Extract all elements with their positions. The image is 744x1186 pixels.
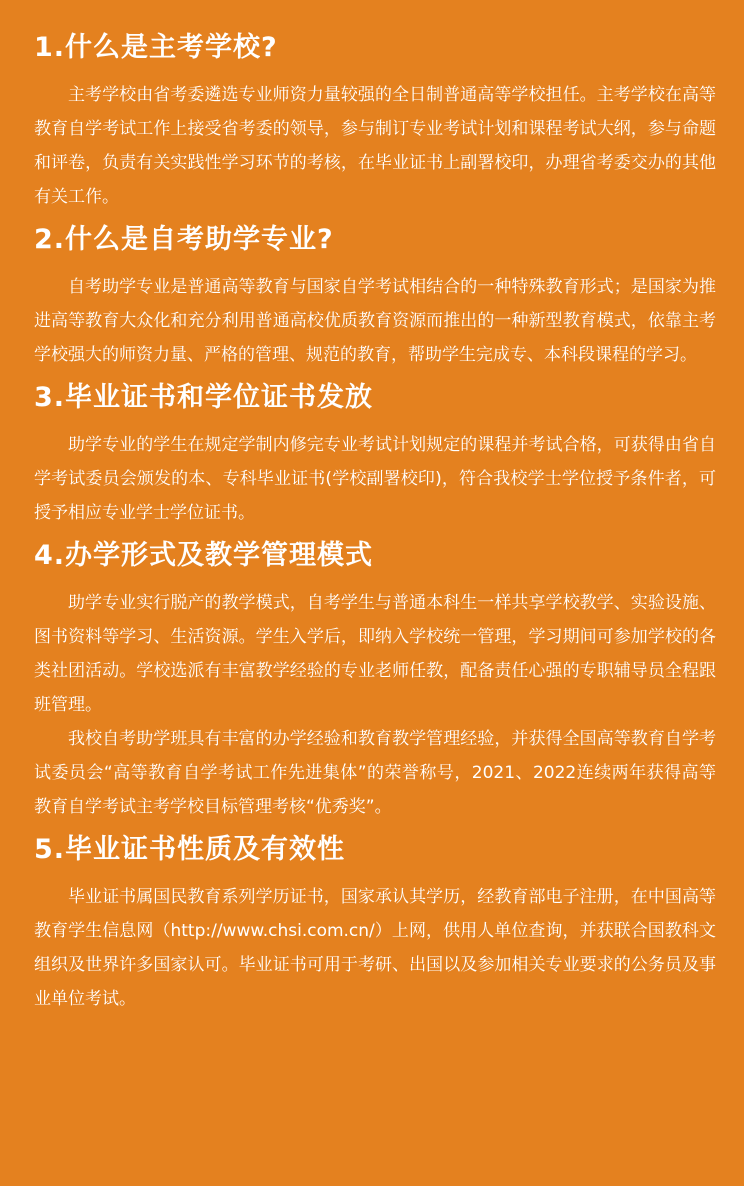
section-paragraph: 助学专业的学生在规定学制内修完专业考试计划规定的课程并考试合格，可获得由省自学考试委员会颁发的本、专科毕业证书(学校副署校印)，符合我校学士学位授予条件者，可授予相应专业学士学位证书。	[34, 435, 716, 523]
section-title: 2.什么是自考助学专业?	[34, 224, 334, 255]
section-1	[34, 28, 716, 214]
section-title: 1.什么是主考学校?	[34, 32, 278, 63]
section-paragraph: 主考学校由省考委遴选专业师资力量较强的全日制普通高等学校担任。主考学校在高等教育自学考试工作上接受省考委的领导，参与制订专业考试计划和课程考试大纲，参与命题和评卷，负责有关实践性学习环节的考核，在毕业证书上副署校印，办理省考委交办的其他有关工作。	[34, 85, 716, 207]
section-3	[34, 378, 716, 530]
section-paragraph: 自考助学专业是普通高等教育与国家自学考试相结合的一种特殊教育形式；是国家为推进高等教育大众化和充分利用普通高校优质教育资源而推出的一种新型教育模式，依靠主考学校强大的师资力量、严格的管理、规范的教育，帮助学生完成专、本科段课程的学习。	[34, 277, 716, 365]
section-paragraph: 助学专业实行脱产的教学模式，自考学生与普通本科生一样共享学校教学、实验设施、图书资料等学习、生活资源。学生入学后，即纳入学校统一管理，学习期间可参加学校的各类社团活动。学校选派有丰富教学经验的专业老师任教，配备责任心强的专职辅导员全程跟班管理。	[34, 593, 716, 715]
section-paragraph: 我校自考助学班具有丰富的办学经验和教育教学管理经验，并获得全国高等教育自学考试委员会“高等教育自学考试工作先进集体”的荣誉称号，2021、2022连续两年获得高等教育自学考试主考学校目标管理考核“优秀奖”。	[34, 729, 716, 817]
section-4	[34, 536, 716, 824]
section-2	[34, 220, 716, 372]
section-paragraph: 毕业证书属国民教育系列学历证书，国家承认其学历，经教育部电子注册，在中国高等教育学生信息网（http://www.chsi.com.cn/）上网，供用人单位查询，并获联合国教科文组织及世界许多国家认可。毕业证书可用于考研、出国以及参加相关专业要求的公务员及事业单位考试。	[34, 887, 716, 1009]
section-title: 3.毕业证书和学位证书发放	[34, 382, 374, 413]
section-5	[34, 830, 716, 1016]
section-title: 5.毕业证书性质及有效性	[34, 834, 346, 865]
section-title: 4.办学形式及教学管理模式	[34, 540, 374, 571]
